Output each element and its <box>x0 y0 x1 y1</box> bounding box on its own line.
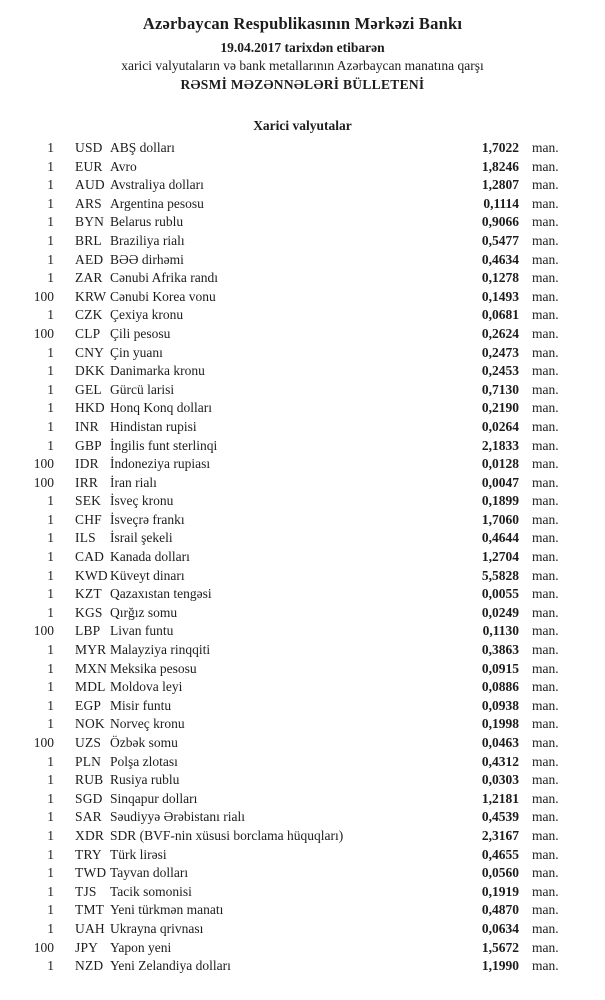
rate-value: 0,1899 <box>481 493 519 509</box>
currency-code: DKK <box>75 363 105 379</box>
currency-name: Qazaxıstan tengəsi <box>110 586 212 602</box>
currency-table-body <box>28 139 563 976</box>
table-row <box>28 418 563 437</box>
unit-label: man. <box>532 623 559 639</box>
unit-label: man. <box>532 604 559 620</box>
currency-code: ZAR <box>75 270 103 286</box>
bank-title: Azərbaycan Respublikasının Mərkəzi Bankı <box>142 14 463 33</box>
currency-quantity: 100 <box>33 325 54 341</box>
table-row <box>28 753 563 772</box>
unit-label: man. <box>532 363 559 379</box>
currency-name: Norveç kronu <box>110 716 185 732</box>
currency-quantity: 1 <box>47 251 54 267</box>
unit-label: man. <box>532 735 559 750</box>
table-row <box>28 381 563 400</box>
currency-code: UAH <box>75 920 105 936</box>
currency-code: AUD <box>75 177 105 193</box>
unit-label: man. <box>532 325 559 341</box>
unit-label: man. <box>532 493 559 509</box>
unit-label: man. <box>532 158 559 174</box>
currency-name: Ukrayna qrivnası <box>110 920 204 936</box>
currency-name: Moldova leyi <box>110 679 183 695</box>
rate-value: 1,2807 <box>481 177 519 193</box>
unit-label: man. <box>532 809 559 825</box>
rate-value: 0,2453 <box>481 363 519 379</box>
unit-label: man. <box>532 474 559 490</box>
rate-value: 0,0303 <box>481 772 519 788</box>
currency-name: Argentina pesosu <box>110 195 204 211</box>
table-row <box>28 697 563 716</box>
currency-code: PLN <box>75 753 102 769</box>
currency-code: KWD <box>75 567 108 583</box>
currency-code: XDR <box>75 827 105 843</box>
rate-value: 0,4539 <box>481 809 519 825</box>
currency-quantity: 1 <box>47 567 54 583</box>
currency-quantity: 1 <box>47 214 54 230</box>
currency-code: KGS <box>75 604 103 620</box>
currency-quantity: 1 <box>47 604 54 620</box>
table-row <box>28 288 563 307</box>
currency-name: Kanada dolları <box>110 549 190 565</box>
currency-code: TWD <box>75 865 107 881</box>
rate-value: 0,0938 <box>481 697 519 713</box>
unit-label: man. <box>532 177 559 193</box>
table-row <box>28 567 563 586</box>
currency-quantity: 1 <box>47 437 54 453</box>
table-row <box>28 399 563 418</box>
table-row <box>28 158 563 177</box>
rate-value: 0,2473 <box>481 344 519 360</box>
currency-name: Çili pesosu <box>110 325 171 341</box>
currency-code: NZD <box>75 958 104 974</box>
unit-label: man. <box>532 288 559 304</box>
currency-quantity: 1 <box>47 827 54 843</box>
currency-quantity: 100 <box>33 735 54 750</box>
currency-name: Honq Konq dolları <box>110 400 212 416</box>
currency-quantity: 1 <box>47 753 54 769</box>
currency-name: Səudiyyə Ərəbistanı rialı <box>110 809 245 825</box>
table-row <box>28 139 563 158</box>
currency-code: MYR <box>75 642 107 658</box>
currency-quantity: 1 <box>47 232 54 248</box>
table-row <box>28 678 563 697</box>
currency-quantity: 1 <box>47 530 54 546</box>
currency-code: NOK <box>75 716 105 732</box>
currency-name: Küveyt dinarı <box>110 567 185 583</box>
currency-quantity: 1 <box>47 902 54 918</box>
table-row <box>28 883 563 902</box>
rate-value: 0,0047 <box>481 474 519 490</box>
rate-value: 0,4655 <box>481 846 519 862</box>
table-row <box>28 641 563 660</box>
currency-code: KZT <box>75 586 102 602</box>
currency-name: Braziliya rialı <box>110 232 185 248</box>
currency-quantity: 1 <box>47 400 54 416</box>
currency-code: ARS <box>75 195 102 211</box>
currency-name: SDR (BVF-nin xüsusi borclama hüquqları) <box>110 827 344 843</box>
table-row <box>28 790 563 809</box>
currency-name: Qırğız somu <box>110 604 178 620</box>
table-row <box>28 920 563 939</box>
currency-name: İsrail şekeli <box>110 530 173 546</box>
currency-code: BRL <box>75 232 102 248</box>
currency-name: ABŞ dolları <box>110 140 175 155</box>
currency-quantity: 1 <box>47 660 54 676</box>
currency-code: KRW <box>75 288 107 304</box>
unit-label: man. <box>532 251 559 267</box>
currency-code: EGP <box>75 697 102 713</box>
unit-label: man. <box>532 549 559 565</box>
unit-label: man. <box>532 716 559 732</box>
currency-quantity: 1 <box>47 307 54 323</box>
rate-value: 1,8246 <box>481 158 519 174</box>
currency-code: SAR <box>75 809 102 825</box>
unit-label: man. <box>532 679 559 695</box>
currency-code: CAD <box>75 549 105 565</box>
currency-name: Gürcü larisi <box>110 381 175 397</box>
rate-value: 1,7022 <box>481 140 519 155</box>
rate-value: 5,5828 <box>481 567 519 583</box>
rate-value: 1,7060 <box>481 511 519 527</box>
unit-label: man. <box>532 567 559 583</box>
rate-value: 0,0886 <box>481 679 519 695</box>
table-row <box>28 715 563 734</box>
currency-code: GEL <box>75 381 102 397</box>
currency-code: ILS <box>75 530 96 546</box>
rate-value: 0,2624 <box>481 325 519 341</box>
currency-code: CNY <box>75 344 105 360</box>
unit-label: man. <box>532 660 559 676</box>
table-row <box>28 957 563 976</box>
currency-name: Cənubi Afrika randı <box>110 270 218 286</box>
table-row <box>28 585 563 604</box>
currency-name: Yeni Zelandiya dolları <box>110 958 231 974</box>
bulletin-subtitle: xarici valyutaların və bank metallarının Azərbaycan manatına qarşı <box>121 58 484 73</box>
currency-code: HKD <box>75 400 105 416</box>
currency-quantity: 100 <box>33 456 54 472</box>
bulletin-title: RƏSMİ MƏZƏNNƏLƏRİ BÜLLETENİ <box>180 77 425 92</box>
rate-value: 0,1998 <box>481 716 519 732</box>
currency-quantity: 1 <box>47 270 54 286</box>
unit-label: man. <box>532 790 559 806</box>
currency-quantity: 1 <box>47 344 54 360</box>
currency-quantity: 1 <box>47 716 54 732</box>
currency-code: TJS <box>75 883 97 899</box>
currency-name: Livan funtu <box>110 623 174 639</box>
table-row <box>28 251 563 270</box>
rate-value: 0,1130 <box>482 623 519 639</box>
table-row <box>28 827 563 846</box>
rate-value: 0,0055 <box>481 586 519 602</box>
unit-label: man. <box>532 418 559 434</box>
table-row <box>28 325 563 344</box>
currency-code: CZK <box>75 307 103 323</box>
rate-value: 1,2181 <box>481 790 519 806</box>
section-title-foreign-currencies: Xarici valyutalar <box>253 118 352 133</box>
table-row <box>28 437 563 456</box>
table-row <box>28 344 563 363</box>
rate-value: 0,0249 <box>481 604 519 620</box>
currency-name: Sinqapur dolları <box>110 790 198 806</box>
currency-quantity: 1 <box>47 140 54 155</box>
table-row <box>28 808 563 827</box>
table-row <box>28 622 563 641</box>
table-row <box>28 864 563 883</box>
table-row <box>28 195 563 214</box>
unit-label: man. <box>532 846 559 862</box>
currency-quantity: 1 <box>47 920 54 936</box>
table-row <box>28 474 563 493</box>
currency-quantity: 1 <box>47 846 54 862</box>
rate-value: 0,0681 <box>481 307 519 323</box>
currency-name: Türk lirəsi <box>110 846 167 862</box>
currency-quantity: 1 <box>47 883 54 899</box>
currency-code: CLP <box>75 325 101 341</box>
rate-value: 0,2190 <box>481 400 519 416</box>
unit-label: man. <box>532 381 559 397</box>
currency-quantity: 1 <box>47 809 54 825</box>
currency-code: SEK <box>75 493 102 509</box>
currency-quantity: 1 <box>47 642 54 658</box>
table-row <box>28 604 563 623</box>
currency-quantity: 1 <box>47 363 54 379</box>
currency-code: MXN <box>75 660 108 676</box>
unit-label: man. <box>532 307 559 323</box>
rate-value: 2,1833 <box>481 437 519 453</box>
currency-quantity: 1 <box>47 418 54 434</box>
currency-quantity: 1 <box>47 958 54 974</box>
currency-name: Rusiya rublu <box>110 772 180 788</box>
effective-date: 19.04.2017 tarixdən etibarən <box>220 40 385 55</box>
currency-code: MDL <box>75 679 106 695</box>
currency-quantity: 1 <box>47 195 54 211</box>
rate-value: 0,4312 <box>481 753 519 769</box>
table-row <box>28 548 563 567</box>
rate-value: 0,5477 <box>481 232 519 248</box>
unit-label: man. <box>532 883 559 899</box>
rate-value: 0,1114 <box>483 195 519 211</box>
currency-quantity: 1 <box>47 381 54 397</box>
currency-code: BYN <box>75 214 105 230</box>
unit-label: man. <box>532 400 559 416</box>
currency-code: SGD <box>75 790 103 806</box>
currency-name: Çexiya kronu <box>110 307 184 323</box>
rate-value: 2,3167 <box>481 827 519 843</box>
currency-name: Polşa zlotası <box>110 753 178 769</box>
currency-name: Çin yuanı <box>110 344 163 360</box>
unit-label: man. <box>532 270 559 286</box>
table-row <box>28 362 563 381</box>
table-row <box>28 734 563 753</box>
currency-name: Malayziya rinqqiti <box>110 642 211 658</box>
table-row <box>28 176 563 195</box>
currency-quantity: 1 <box>47 511 54 527</box>
currency-code: USD <box>75 140 103 155</box>
currency-name: BƏƏ dirhəmi <box>110 251 184 267</box>
currency-name: Avstraliya dolları <box>110 177 204 193</box>
currency-quantity: 1 <box>47 177 54 193</box>
rate-value: 0,0128 <box>481 456 519 472</box>
table-row <box>28 492 563 511</box>
currency-name: Tayvan dolları <box>110 865 189 881</box>
unit-label: man. <box>532 437 559 453</box>
currency-name: İran rialı <box>110 474 157 490</box>
table-row <box>28 213 563 232</box>
currency-quantity: 1 <box>47 679 54 695</box>
currency-name: Cənubi Korea vonu <box>110 288 216 304</box>
table-row <box>28 660 563 679</box>
currency-name: Belarus rublu <box>110 214 184 230</box>
table-row <box>28 939 563 958</box>
unit-label: man. <box>532 697 559 713</box>
unit-label: man. <box>532 772 559 788</box>
currency-name: Avro <box>110 158 137 174</box>
table-row <box>28 269 563 288</box>
table-row <box>28 529 563 548</box>
rate-value: 0,0915 <box>481 660 519 676</box>
currency-name: Meksika pesosu <box>110 660 197 676</box>
rate-value: 0,7130 <box>481 381 519 397</box>
currency-code: JPY <box>75 939 99 955</box>
currency-code: INR <box>75 418 99 434</box>
rate-value: 0,0634 <box>481 920 519 936</box>
rate-value: 1,5672 <box>481 939 519 955</box>
currency-table <box>28 139 563 976</box>
unit-label: man. <box>532 530 559 546</box>
currency-name: İsveç kronu <box>110 493 174 509</box>
table-row <box>28 232 563 251</box>
currency-name: Yapon yeni <box>110 939 172 955</box>
currency-code: TMT <box>75 902 105 918</box>
unit-label: man. <box>532 920 559 936</box>
currency-quantity: 1 <box>47 158 54 174</box>
unit-label: man. <box>532 456 559 472</box>
rate-value: 1,1990 <box>481 958 519 974</box>
rate-value: 0,4644 <box>481 530 519 546</box>
unit-label: man. <box>532 344 559 360</box>
unit-label: man. <box>532 586 559 602</box>
rate-value: 0,1278 <box>481 270 519 286</box>
currency-code: GBP <box>75 437 102 453</box>
unit-label: man. <box>532 827 559 843</box>
rate-value: 0,4634 <box>481 251 519 267</box>
currency-code: IDR <box>75 456 99 472</box>
currency-name: Danimarka kronu <box>110 363 205 379</box>
unit-label: man. <box>532 511 559 527</box>
unit-label: man. <box>532 232 559 248</box>
rate-value: 0,0560 <box>481 865 519 881</box>
unit-label: man. <box>532 195 559 211</box>
rate-value: 0,3863 <box>481 642 519 658</box>
currency-quantity: 1 <box>47 549 54 565</box>
rate-value: 0,0463 <box>481 735 519 750</box>
currency-quantity: 100 <box>33 623 54 639</box>
rate-value: 0,1919 <box>481 883 519 899</box>
table-row <box>28 846 563 865</box>
unit-label: man. <box>532 902 559 918</box>
currency-code: AED <box>75 251 104 267</box>
rate-value: 0,0264 <box>481 418 519 434</box>
currency-name: Misir funtu <box>110 697 172 713</box>
currency-code: LBP <box>75 623 101 639</box>
table-row <box>28 901 563 920</box>
currency-code: UZS <box>75 735 102 750</box>
currency-name: Hindistan rupisi <box>110 418 197 434</box>
currency-quantity: 100 <box>33 939 54 955</box>
currency-quantity: 1 <box>47 586 54 602</box>
currency-quantity: 1 <box>47 790 54 806</box>
rate-value: 0,1493 <box>481 288 519 304</box>
unit-label: man. <box>532 958 559 974</box>
currency-code: CHF <box>75 511 102 527</box>
currency-name: Tacik somonisi <box>110 883 192 899</box>
currency-name: İndoneziya rupiası <box>110 456 211 472</box>
unit-label: man. <box>532 939 559 955</box>
unit-label: man. <box>532 214 559 230</box>
currency-quantity: 1 <box>47 493 54 509</box>
currency-code: TRY <box>75 846 102 862</box>
currency-quantity: 1 <box>47 697 54 713</box>
currency-name: Özbək somu <box>110 735 178 750</box>
currency-code: IRR <box>75 474 99 490</box>
currency-quantity: 1 <box>47 772 54 788</box>
currency-name: Yeni türkmən manatı <box>110 902 224 918</box>
currency-code: EUR <box>75 158 103 174</box>
rate-value: 0,9066 <box>481 214 519 230</box>
rate-value: 1,2704 <box>481 549 519 565</box>
bulletin-header <box>0 14 605 93</box>
table-row <box>28 771 563 790</box>
unit-label: man. <box>532 753 559 769</box>
table-row <box>28 306 563 325</box>
rate-value: 0,4870 <box>481 902 519 918</box>
currency-name: İngilis funt sterlinqi <box>110 437 218 453</box>
table-row <box>28 511 563 530</box>
currency-quantity: 1 <box>47 865 54 881</box>
currency-code: RUB <box>75 772 104 788</box>
unit-label: man. <box>532 865 559 881</box>
table-row <box>28 455 563 474</box>
currency-name: İsveçrə frankı <box>110 511 185 527</box>
unit-label: man. <box>532 642 559 658</box>
currency-quantity: 100 <box>33 288 54 304</box>
unit-label: man. <box>532 140 559 155</box>
currency-quantity: 100 <box>33 474 54 490</box>
